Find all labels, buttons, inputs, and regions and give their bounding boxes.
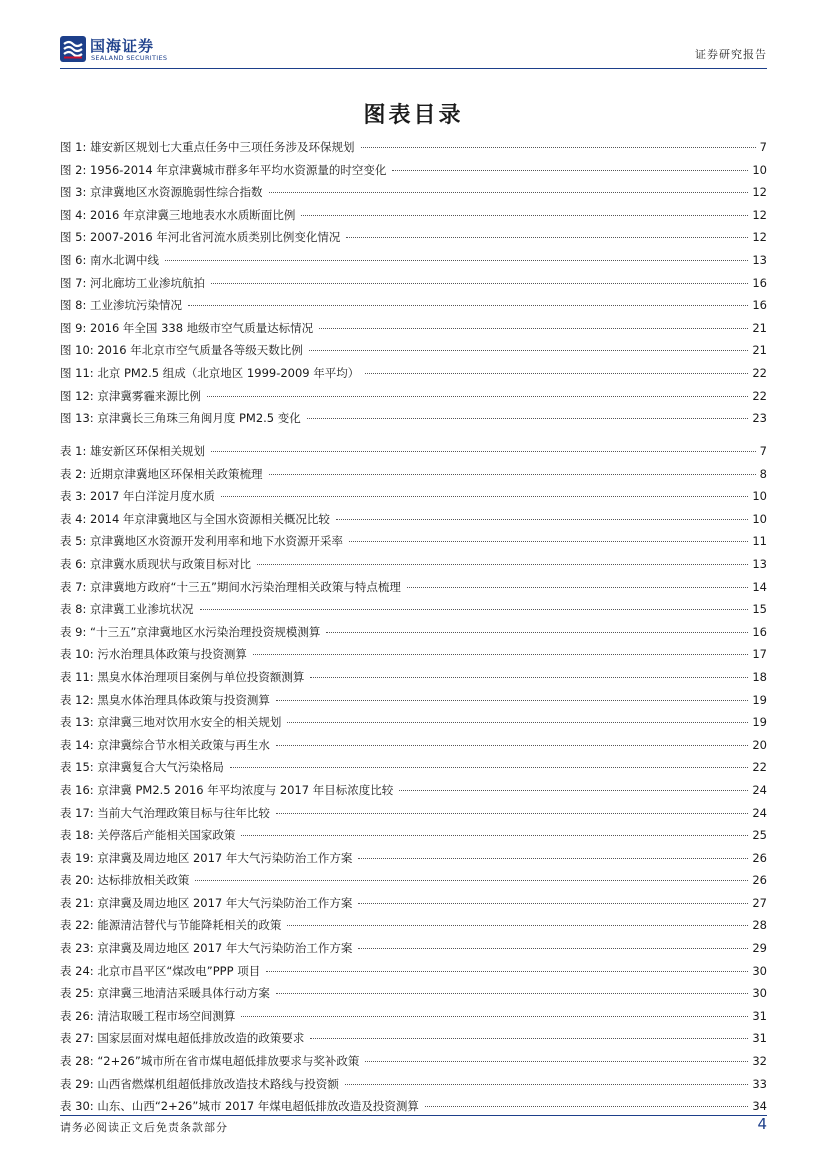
toc-table-entry[interactable] [60, 847, 767, 870]
toc-table-entry-label: 表 25: 京津冀三地清洁采暖具体行动方案 [60, 986, 270, 1001]
toc-figure-entry[interactable] [60, 249, 767, 272]
leader-dots [407, 587, 748, 588]
toc-table-entry-page: 34 [752, 1099, 767, 1114]
toc-table-entry-label: 表 14: 京津冀综合节水相关政策与再生水 [60, 737, 270, 752]
toc-table-entry[interactable] [60, 982, 767, 1005]
toc-table-entry-label: 表 12: 黑臭水体治理具体政策与投资测算 [60, 692, 270, 707]
toc-table-entry-page: 14 [752, 579, 767, 594]
leader-dots [425, 1106, 748, 1107]
toc-table-entry-label: 表 18: 关停落后产能相关国家政策 [60, 828, 236, 843]
logo-chinese-name: 国海证券 [90, 37, 155, 55]
toc-table-entry[interactable] [60, 1005, 767, 1028]
leader-dots [266, 971, 748, 972]
toc-figure-entry-page: 12 [752, 185, 767, 200]
leader-dots [276, 745, 749, 746]
page-number: 4 [757, 1115, 767, 1133]
toc-table-entry[interactable] [60, 914, 767, 937]
toc-table-entry-label: 表 30: 山东、山西“2+26”城市 2017 年煤电超低排放改造及投资测算 [60, 1099, 419, 1114]
toc-table-entry-page: 8 [759, 466, 767, 481]
leader-dots [358, 858, 748, 859]
toc-figure-entry-page: 21 [752, 343, 767, 358]
toc-figure-entry-page: 12 [752, 207, 767, 222]
toc-figure-entry-label: 图 3: 京津冀地区水资源脆弱性综合指数 [60, 185, 263, 200]
toc-table-entry-page: 24 [752, 805, 767, 820]
toc-table-entry-label: 表 27: 国家层面对煤电超低排放改造的政策要求 [60, 1031, 305, 1046]
toc-table-entry[interactable] [60, 553, 767, 576]
leader-dots [392, 170, 748, 171]
toc-table-entry-page: 32 [752, 1054, 767, 1069]
toc-table-entry-page: 7 [759, 444, 767, 458]
leader-dots [358, 903, 748, 904]
toc-table-entry-label: 表 10: 污水治理具体政策与投资测算 [60, 647, 247, 662]
toc-table-entry-label: 表 29: 山西省燃煤机组超低排放改造技术路线与投资额 [60, 1076, 339, 1091]
toc-figure-entry-page: 10 [752, 162, 767, 177]
leader-dots [276, 993, 749, 994]
leader-dots [361, 147, 756, 148]
toc-table-entry-page: 17 [752, 647, 767, 662]
toc-table-entry-label: 表 16: 京津冀 PM2.5 2016 年平均浓度与 2017 年目标浓度比较 [60, 782, 394, 797]
sealand-logo-icon [60, 36, 86, 62]
toc-table-entry-page: 30 [752, 986, 767, 1001]
toc-figure-entry-label: 图 4: 2016 年京津冀三地地表水水质断面比例 [60, 207, 296, 222]
toc-table-entry-label: 表 24: 北京市昌平区“煤改电”PPP 项目 [60, 963, 261, 978]
toc-table-entry-page: 10 [752, 511, 767, 526]
toc-table-entry-page: 16 [752, 624, 767, 639]
toc-table-entry[interactable] [60, 598, 767, 621]
page-header [60, 34, 767, 66]
footer-disclaimer: 请务必阅读正文后免责条款部分 [60, 1121, 228, 1134]
toc-figure-entry[interactable] [60, 204, 767, 227]
toc-table-entry-label: 表 3: 2017 年白洋淀月度水质 [60, 489, 215, 504]
toc-table-entry-label: 表 5: 京津冀地区水资源开发利用率和地下水资源开采率 [60, 534, 343, 549]
leader-dots [165, 260, 748, 261]
leader-dots [358, 948, 748, 949]
toc-table-entry-page: 10 [752, 489, 767, 504]
toc-figure-entry[interactable] [60, 181, 767, 204]
toc-table-entry-label: 表 15: 京津冀复合大气污染格局 [60, 760, 224, 775]
leader-dots [253, 654, 749, 655]
leader-dots [287, 925, 748, 926]
leader-dots [365, 373, 748, 374]
toc-table-entry-label: 表 23: 京津冀及周边地区 2017 年大气污染防治工作方案 [60, 941, 353, 956]
logo-english-name: SEALAND SECURITIES [91, 54, 168, 62]
toc-figure-entry-label: 图 1: 雄安新区规划七大重点任务中三项任务涉及环保规划 [60, 140, 355, 154]
toc-figure-entry-label: 图 7: 河北廊坊工业渗坑航拍 [60, 275, 206, 290]
toc-table-entry[interactable] [60, 779, 767, 802]
toc-table-entry-page: 26 [752, 850, 767, 865]
toc-table-entry[interactable] [60, 485, 767, 508]
toc-table-entry-label: 表 9: “十三五”京津冀地区水污染治理投资规模测算 [60, 624, 321, 639]
toc-table-entry[interactable] [60, 666, 767, 689]
toc-table-entry-label: 表 4: 2014 年京津冀地区与全国水资源相关概况比较 [60, 511, 330, 526]
leader-dots [257, 564, 748, 565]
toc-table-entry-label: 表 8: 京津冀工业渗坑状况 [60, 602, 194, 617]
leader-dots [346, 237, 748, 238]
toc-table-entry-page: 11 [752, 534, 767, 549]
toc-figure-entry[interactable] [60, 136, 767, 159]
toc-table-entry-label: 表 28: “2+26”城市所在省市煤电超低排放要求与奖补政策 [60, 1054, 360, 1069]
leader-dots [310, 677, 748, 678]
toc-table-entry[interactable] [60, 1027, 767, 1050]
toc-figure-entry[interactable] [60, 339, 767, 362]
toc-table-entry-label: 表 13: 京津冀三地对饮用水安全的相关规划 [60, 715, 282, 730]
leader-dots [207, 396, 749, 397]
footer-divider [60, 1115, 767, 1116]
toc-table-entry-page: 25 [752, 828, 767, 843]
toc-table-entry-page: 19 [752, 692, 767, 707]
leader-dots [301, 215, 748, 216]
leader-dots [195, 880, 748, 881]
toc-table-entry-page: 22 [752, 760, 767, 775]
leader-dots [345, 1084, 749, 1085]
toc-figure-entry[interactable] [60, 159, 767, 182]
toc-figure-entry-page: 23 [752, 411, 767, 426]
toc-table-entry-label: 表 7: 京津冀地方政府“十三五”期间水污染治理相关政策与特点梳理 [60, 579, 401, 594]
toc-table-entry-page: 28 [752, 918, 767, 933]
toc-table-entry-label: 表 20: 达标排放相关政策 [60, 873, 190, 888]
toc-figure-entry-label: 图 13: 京津冀长三角珠三角闽月度 PM2.5 变化 [60, 411, 301, 426]
toc-table-entry-page: 27 [752, 895, 767, 910]
toc-figure-entry[interactable] [60, 407, 767, 430]
toc-table-entry-page: 24 [752, 782, 767, 797]
toc-table-entry-page: 31 [752, 1008, 767, 1023]
toc-figure-entry[interactable] [60, 362, 767, 385]
leader-dots [326, 632, 748, 633]
leader-dots [200, 609, 749, 610]
toc-figure-entry[interactable] [60, 385, 767, 408]
toc-figure-entry-label: 图 9: 2016 年全国 338 地级市空气质量达标情况 [60, 320, 314, 335]
toc-table-entry[interactable] [60, 734, 767, 757]
toc-table-entry[interactable] [60, 576, 767, 599]
toc-table-entry-label: 表 6: 京津冀水质现状与政策目标对比 [60, 556, 252, 571]
toc-table-entry[interactable] [60, 440, 767, 463]
leader-dots [241, 1016, 748, 1017]
leader-dots [349, 541, 748, 542]
toc-table-entry[interactable] [60, 892, 767, 915]
toc-table-entry[interactable] [60, 530, 767, 553]
toc-table-entry-page: 19 [752, 715, 767, 730]
toc-table-entry[interactable] [60, 824, 767, 847]
toc-figure-entry-page: 7 [759, 140, 767, 154]
toc-table-entry-page: 20 [752, 737, 767, 752]
toc-table-entry[interactable] [60, 756, 767, 779]
toc-figure-entry-page: 16 [752, 298, 767, 313]
toc-table-entry-page: 15 [752, 602, 767, 617]
toc-figure-entry-label: 图 5: 2007-2016 年河北省河流水质类别比例变化情况 [60, 230, 341, 245]
toc-table-entry[interactable] [60, 937, 767, 960]
leader-dots [211, 451, 756, 452]
toc-table-entry-page: 31 [752, 1031, 767, 1046]
toc-figure-entry-label: 图 10: 2016 年北京市空气质量各等级天数比例 [60, 343, 303, 358]
leader-dots [211, 283, 748, 284]
toc-figure-entry-page: 22 [752, 388, 767, 403]
toc-table-entry[interactable] [60, 869, 767, 892]
toc-table-entry-page: 18 [752, 669, 767, 684]
toc-table-entry[interactable] [60, 1073, 767, 1096]
toc-figure-entry-label: 图 2: 1956-2014 年京津冀城市群多年平均水资源量的时空变化 [60, 162, 387, 177]
leader-dots [307, 418, 749, 419]
toc-table-entry-page: 33 [752, 1076, 767, 1091]
leader-dots [269, 192, 749, 193]
toc-figure-entry[interactable] [60, 272, 767, 295]
toc-table-entry-label: 表 2: 近期京津冀地区环保相关政策梳理 [60, 466, 263, 481]
leader-dots [365, 1061, 748, 1062]
leader-dots [287, 722, 748, 723]
toc-table-entry[interactable] [60, 711, 767, 734]
toc-table-entry-page: 30 [752, 963, 767, 978]
toc-table-entry-label: 表 1: 雄安新区环保相关规划 [60, 444, 206, 458]
toc-table-entry-label: 表 11: 黑臭水体治理项目案例与单位投资额测算 [60, 669, 305, 684]
leader-dots [276, 813, 749, 814]
toc-figure-entry-label: 图 12: 京津冀雾霾来源比例 [60, 388, 201, 403]
leader-dots [336, 519, 748, 520]
toc-table-entry[interactable] [60, 621, 767, 644]
toc-table-entry-label: 表 21: 京津冀及周边地区 2017 年大气污染防治工作方案 [60, 895, 353, 910]
toc-table-entry-page: 29 [752, 941, 767, 956]
leader-dots [319, 328, 748, 329]
toc-figure-entry-label: 图 6: 南水北调中线 [60, 252, 160, 267]
leader-dots [188, 305, 748, 306]
toc-table-entry-label: 表 26: 清洁取暖工程市场空间测算 [60, 1008, 236, 1023]
report-type-label: 证券研究报告 [695, 48, 767, 61]
leader-dots [399, 790, 748, 791]
toc-table-entry[interactable] [60, 1050, 767, 1073]
toc-table-entry[interactable] [60, 463, 767, 486]
toc-figure-entry[interactable] [60, 294, 767, 317]
leader-dots [221, 496, 748, 497]
leader-dots [269, 474, 756, 475]
leader-dots [309, 350, 749, 351]
leader-dots [230, 767, 749, 768]
toc-table-entry[interactable] [60, 643, 767, 666]
toc-table-entry-label: 表 19: 京津冀及周边地区 2017 年大气污染防治工作方案 [60, 850, 353, 865]
toc-table-entry-label: 表 22: 能源清洁替代与节能降耗相关的政策 [60, 918, 282, 933]
toc-table-entry-label: 表 17: 当前大气治理政策目标与往年比较 [60, 805, 270, 820]
toc-figure-entry-page: 12 [752, 230, 767, 245]
toc-figure-entry[interactable] [60, 317, 767, 340]
leader-dots [276, 700, 749, 701]
toc-figure-entry-page: 13 [752, 252, 767, 267]
toc-figure-entry-label: 图 11: 北京 PM2.5 组成（北京地区 1999-2009 年平均） [60, 365, 360, 380]
toc-figure-entry-page: 16 [752, 275, 767, 290]
figures-toc [60, 136, 767, 430]
toc-table-entry[interactable] [60, 960, 767, 983]
toc-table-entry[interactable] [60, 689, 767, 712]
toc-figure-entry-page: 21 [752, 320, 767, 335]
toc-figure-entry[interactable] [60, 226, 767, 249]
toc-table-entry-page: 13 [752, 556, 767, 571]
toc-table-entry-page: 26 [752, 873, 767, 888]
toc-table-entry[interactable] [60, 802, 767, 825]
toc-figure-entry-page: 22 [752, 365, 767, 380]
page-title: 图表目录 [363, 102, 464, 128]
leader-dots [241, 835, 748, 836]
toc-figure-entry-label: 图 8: 工业渗坑污染情况 [60, 298, 183, 313]
tables-toc [60, 440, 767, 1118]
leader-dots [310, 1038, 748, 1039]
header-divider [60, 68, 767, 69]
toc-table-entry[interactable] [60, 508, 767, 531]
